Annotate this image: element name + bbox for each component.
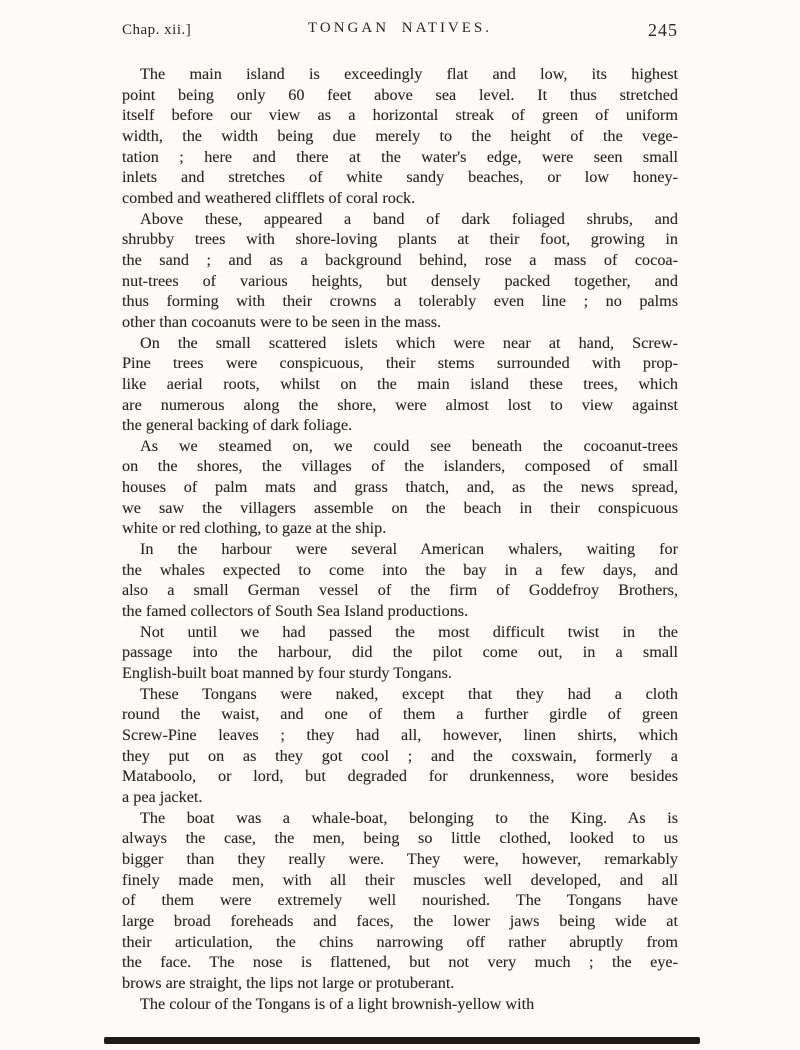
text-line: shrubby trees with shore-loving plants at their foot, growing in — [122, 230, 678, 249]
text-line: also a small German vessel of the firm of Goddefroy Brothers, — [122, 581, 678, 600]
text-line: width, the width being due merely to the height of the vege- — [122, 126, 678, 145]
text-line: other than cocoanuts were to be seen in the mass. — [122, 312, 442, 331]
text-line: the face. The nose is flattened, but not very much ; the eye- — [122, 953, 678, 972]
paragraph — [122, 684, 678, 808]
text-line: Not until we had passed the most difficult twist in the — [140, 622, 678, 641]
text-line: Pine trees were conspicuous, their stems surrounded with prop- — [122, 354, 678, 373]
text-line: On the small scattered islets which were near at hand, Screw- — [140, 333, 678, 352]
text-line: the general backing of dark foliage. — [122, 416, 353, 435]
text-line: In the harbour were several American whalers, waiting for — [140, 540, 678, 559]
text-line: always the case, the men, being so little clothed, looked to us — [122, 829, 678, 848]
text-line: brows are straight, the lips not large or protuberant. — [122, 973, 455, 992]
text-line: the whales expected to come into the bay in a few days, and — [122, 560, 678, 579]
text-line: point being only 60 feet above sea level. It thus stretched — [122, 85, 678, 104]
text-line: The colour of the Tongans is of a light brownish-yellow with — [140, 994, 535, 1013]
text-line: a pea jacket. — [122, 787, 203, 806]
text-line: inlets and stretches of white sandy beaches, or low honey- — [122, 168, 678, 187]
text-line: Mataboolo, or lord, but degraded for drunkenness, wore besides — [122, 767, 678, 786]
scan-artifact-strip — [104, 1037, 700, 1044]
text-line: The main island is exceedingly flat and low, its highest — [140, 65, 678, 83]
paragraph — [122, 333, 678, 436]
text-line: the famed collectors of South Sea Island productions. — [122, 602, 469, 621]
text-line: large broad foreheads and faces, the lower jaws being wide at — [122, 911, 678, 930]
text-line: on the shores, the villages of the islanders, composed of small — [122, 457, 678, 476]
text-line: round the waist, and one of them a further girdle of green — [122, 705, 678, 724]
paragraph — [122, 994, 678, 1015]
text-line: finely made men, with all their muscles well developed, and all — [122, 870, 678, 889]
text-line: As we steamed on, we could see beneath the cocoanut-trees — [140, 436, 678, 455]
text-line: houses of palm mats and grass thatch, and, as the news spread, — [122, 478, 678, 497]
text-line: English-built boat manned by four sturdy Tongans. — [122, 664, 452, 683]
text-line: bigger than they really were. They were, however, remarkably — [122, 849, 678, 868]
text-line: The boat was a whale-boat, belonging to the King. As is — [140, 808, 678, 827]
paragraph — [122, 808, 678, 994]
text-line: Above these, appeared a band of dark foliaged shrubs, and — [140, 209, 678, 228]
text-line: are numerous along the shore, were almost lost to view against — [122, 395, 678, 414]
text-line: passage into the harbour, did the pilot come out, in a small — [122, 643, 678, 662]
text-line: These Tongans were naked, except that they had a cloth — [140, 684, 678, 703]
text-line: their articulation, the chins narrowing off rather abruptly from — [122, 932, 678, 951]
paragraph — [122, 436, 678, 539]
page-body — [122, 64, 678, 1014]
paragraph — [122, 539, 678, 622]
text-line: like aerial roots, whilst on the main island these trees, which — [122, 374, 678, 393]
text-line: combed and weathered clifflets of coral rock. — [122, 188, 416, 207]
running-head — [122, 20, 678, 46]
text-line: they put on as they got cool ; and the coxswain, formerly a — [122, 746, 678, 765]
text-line: Screw-Pine leaves ; they had all, however, linen shirts, which — [122, 726, 678, 744]
text-line: white or red clothing, to gaze at the ship. — [122, 519, 387, 538]
text-line: of them were extremely well nourished. The Tongans have — [122, 891, 678, 910]
paragraph — [122, 64, 678, 209]
text-line: itself before our view as a horizontal streak of green of uniform — [122, 106, 678, 125]
paragraph — [122, 209, 678, 333]
text-line: nut-trees of various heights, but densely packed together, and — [122, 271, 678, 290]
text-line: we saw the villagers assemble on the beach in their conspicuous — [122, 498, 678, 517]
text-line: thus forming with their crowns a tolerably even line ; no palms — [122, 292, 678, 311]
text-line: tation ; here and there at the water's edge, were seen small — [122, 147, 678, 166]
chapter-label: Chap. xii.] — [122, 22, 192, 38]
page-title: TONGAN NATIVES. — [307, 20, 493, 36]
paragraph — [122, 622, 678, 684]
text-line: the sand ; and as a background behind, rose a mass of cocoa- — [122, 250, 678, 269]
page-number: 245 — [648, 20, 678, 40]
